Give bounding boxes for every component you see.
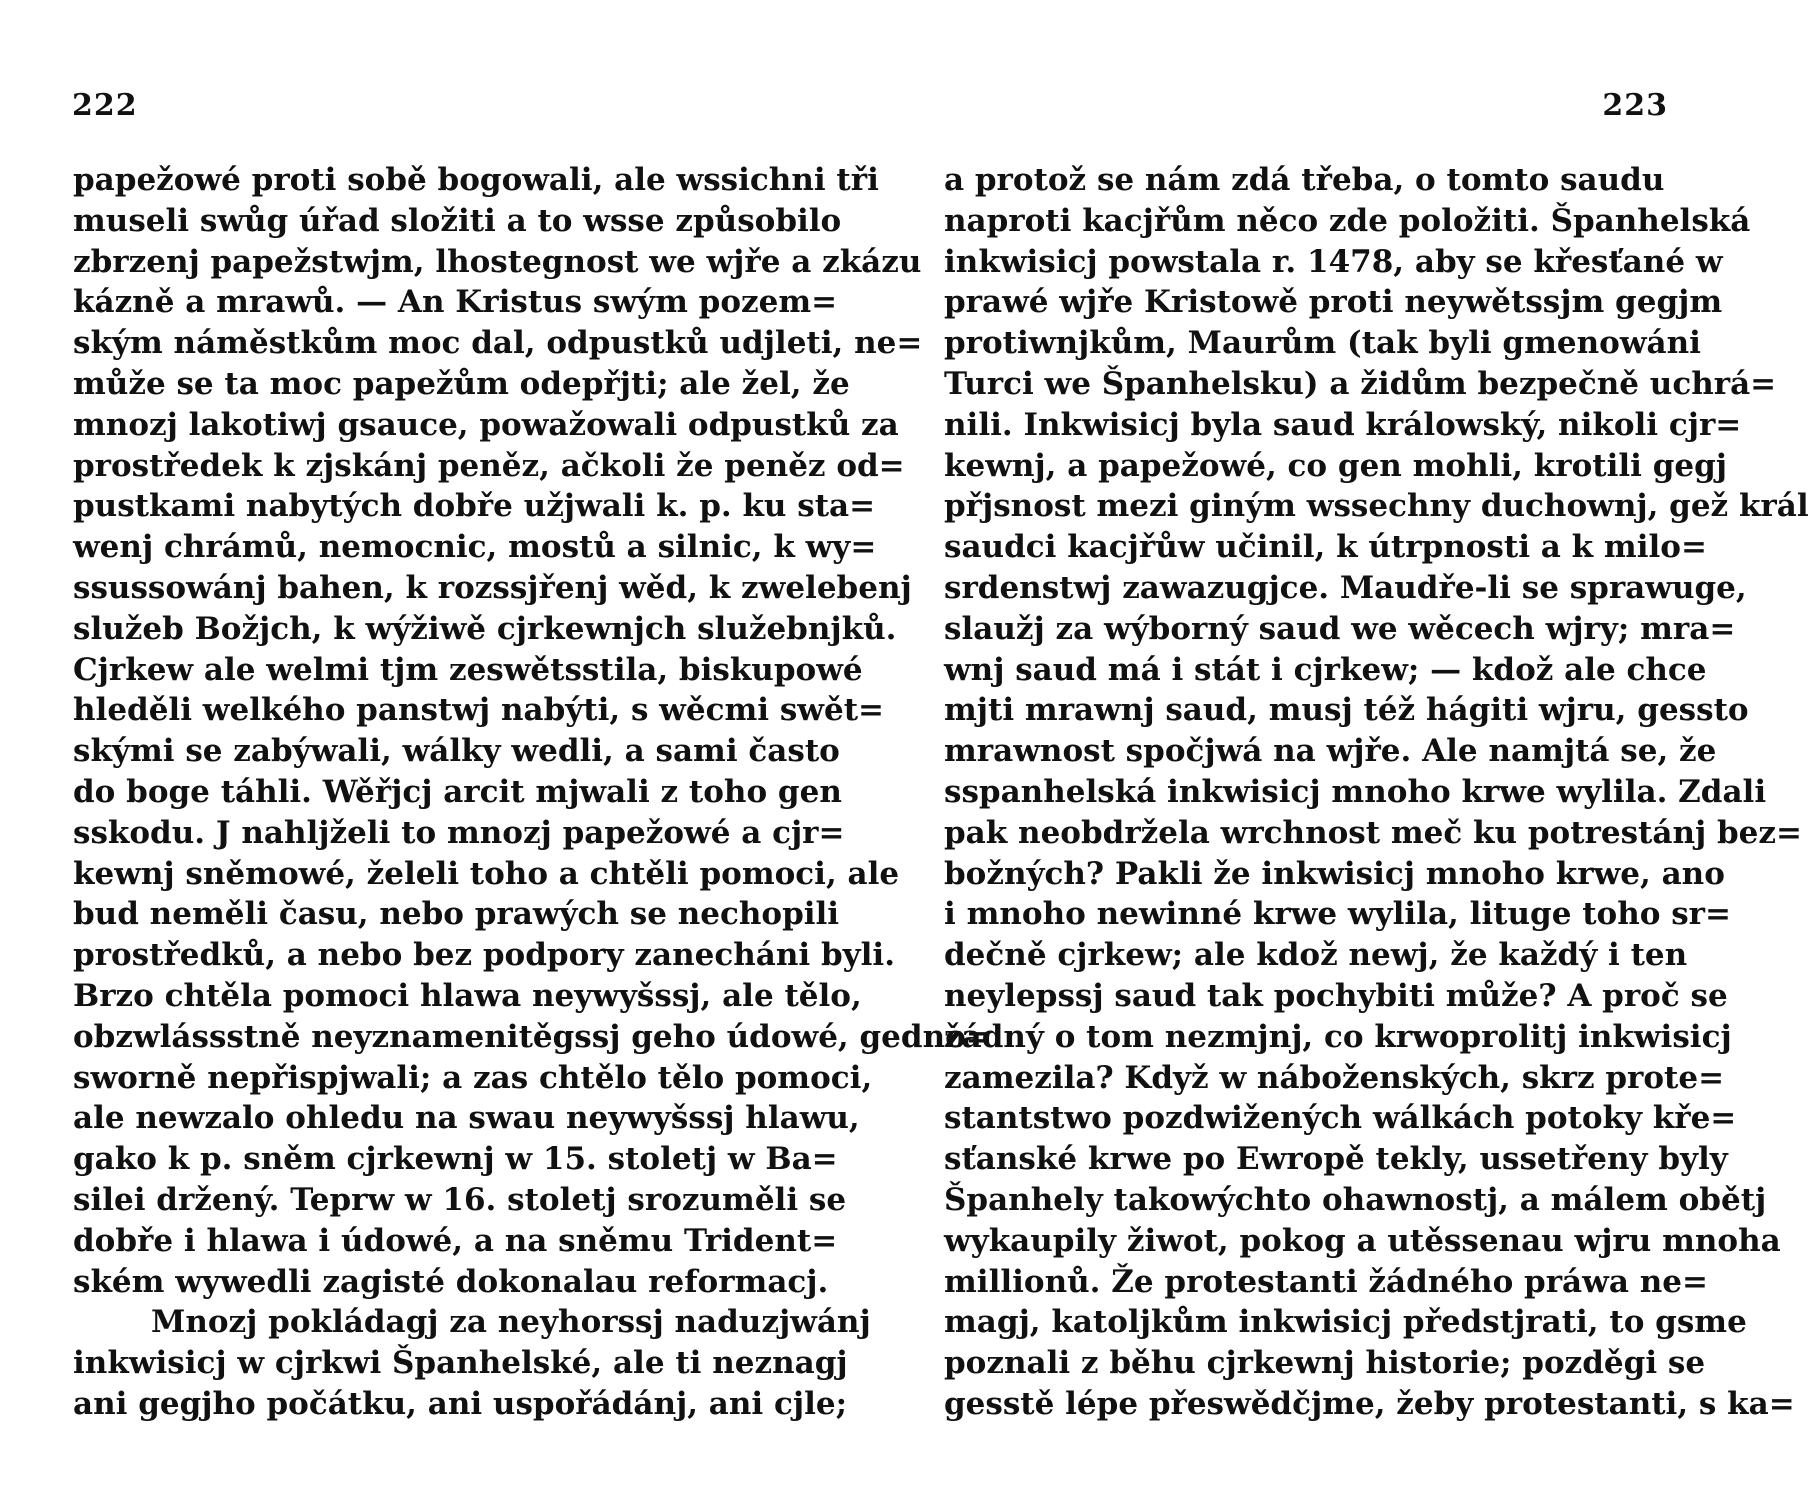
text-line: kázně a mrawů. — An Kristus swým pozem= [73, 284, 838, 321]
text-line: žádný o tom nezmjnj, co krwoprolitj inkwisicj [944, 1018, 1732, 1055]
text-line: wnj saud má i stát i cjrkew; — kdož ale chce [944, 651, 1707, 688]
text-line: služeb Božjch, k wýžiwě cjrkewnjch služebnjků. [73, 610, 897, 647]
text-line: mnozj lakotiwj gsauce, powažowali odpustků za [73, 406, 899, 443]
text-line: kewnj, a papežowé, co gen mohli, krotili gegj [944, 447, 1727, 484]
text-line: sťanské krwe po Ewropě tekly, ussetřeny byly [944, 1141, 1728, 1178]
text-line: sworně nepřispjwali; a zas chtělo tělo pomoci, [73, 1059, 873, 1096]
text-line: gako k p. sněm cjrkewnj w 15. stoletj w Ba= [73, 1141, 838, 1178]
text-line: božných? Pakli že inkwisicj mnoho krwe, ano [944, 855, 1725, 892]
text-line: Cjrkew ale welmi tjm zeswětsstila, biskupowé [73, 651, 863, 688]
text-line: bud neměli času, nebo prawých se nechopili [73, 896, 840, 933]
text-line: Brzo chtěla pomoci hlawa neywyšssj, ale tělo, [73, 977, 862, 1014]
text-line: prostředků, a nebo bez podpory zanecháni byli. [73, 937, 895, 974]
text-line: ském wywedli zagisté dokonalau reformacj. [73, 1263, 829, 1300]
text-line: kewnj sněmowé, želeli toho a chtěli pomoci, ale [73, 855, 900, 892]
text-line: přjsnost mezi giným wssechny duchownj, gež král [944, 488, 1809, 525]
text-line: ale newzalo ohledu na swau neywyšssj hlawu, [73, 1100, 860, 1137]
text-line: inkwisicj w cjrkwi Španhelské, ale ti neznagj [73, 1345, 848, 1382]
page-number-left: 222 [72, 88, 138, 123]
text-line: gesstě lépe přeswědčjme, žeby protestanti, s ka= [944, 1385, 1795, 1422]
text-line: dečně cjrkew; ale kdož newj, že každý i ten [944, 937, 1688, 974]
right-page-text [944, 160, 1809, 1425]
text-line: wykaupily žiwot, pokog a utěssenau wjru mnoha [944, 1222, 1781, 1259]
text-line: wenj chrámů, nemocnic, mostů a silnic, k wy= [73, 529, 877, 566]
text-line: protiwnjkům, Maurům (tak byli gmenowáni [944, 325, 1701, 362]
text-line: magj, katoljkům inkwisicj předstjrati, to gsme [944, 1304, 1747, 1341]
text-line: inkwisicj powstala r. 1478, aby se křesťané w [944, 243, 1723, 280]
text-line: millionů. Že protestanti žádného práwa ne= [944, 1263, 1708, 1300]
text-line: zamezila? Když w náboženských, skrz prote= [944, 1059, 1725, 1096]
text-line: silei držený. Teprw w 16. stoletj srozuměli se [73, 1181, 847, 1218]
left-page-text [73, 160, 992, 1425]
text-line: do boge táhli. Wěřjcj arcit mjwali z toho gen [73, 773, 842, 810]
text-line: ani gegjho počátku, ani uspořádánj, ani cjle; [73, 1385, 848, 1422]
text-line: skými se zabýwali, wálky wedli, a sami často [73, 733, 840, 770]
text-line: sskodu. J nahljželi to mnozj papežowé a cjr= [73, 814, 845, 851]
text-line: papežowé proti sobě bogowali, ale wssichni tři [73, 162, 879, 198]
text-line: nili. Inkwisicj byla saud králowský, nikoli cjr= [944, 406, 1742, 443]
text-line: a protož se nám zdá třeba, o tomto saudu [944, 162, 1665, 198]
text-line: obzwlássstně neyznamenitěgssj geho údowé, gedno= [73, 1018, 992, 1055]
text-line: Mnozj pokládagj za neyhorssj naduzjwánj [151, 1304, 871, 1341]
text-line: mrawnost spočjwá na wjře. Ale namjtá se, že [944, 733, 1717, 770]
text-line: může se ta moc papežům odepřjti; ale žel, že [73, 365, 850, 402]
text-line: dobře i hlawa i údowé, a na sněmu Trident= [73, 1222, 838, 1259]
text-line: prawé wjře Kristowě proti neywětssjm gegjm [944, 284, 1723, 321]
right-page [868, 0, 1809, 1500]
text-line: prostředek k zjskánj peněz, ačkoli že peněz od= [73, 447, 905, 484]
text-line: Španhely takowýchto ohawnostj, a málem obětj [944, 1181, 1767, 1218]
text-line: poznali z běhu cjrkewnj historie; pozděgi se [944, 1345, 1706, 1382]
text-line: saudci kacjřůw učinil, k útrpnosti a k milo= [944, 529, 1707, 566]
text-line: hleděli welkého panstwj nabýti, s wěcmi swět= [73, 692, 884, 729]
text-line: sspanhelská inkwisicj mnoho krwe wylila. Zdali [944, 773, 1767, 810]
text-line: Turci we Španhelsku) a židům bezpečně uchrá= [944, 365, 1777, 402]
text-line: pustkami nabytých dobře užjwali k. p. ku sta= [73, 488, 876, 525]
text-line: ssussowánj bahen, k rozssjřenj wěd, k zwelebenj [73, 569, 912, 606]
text-line: srdenstwj zawazugjce. Maudře-li se sprawuge, [944, 569, 1747, 606]
text-line: pak neobdržela wrchnost meč ku potrestánj bez= [944, 814, 1802, 851]
text-line: slaužj za wýborný saud we wěcech wjry; mra= [944, 610, 1736, 647]
text-line: mjti mrawnj saud, musj též hágiti wjru, gessto [944, 692, 1749, 729]
text-line: zbrzenj papežstwjm, lhostegnost we wjře a zkázu [73, 243, 922, 280]
text-line: neylepssj saud tak pochybiti může? A proč se [944, 977, 1728, 1014]
text-line: stantstwo pozdwižených wálkách potoky kře= [944, 1100, 1737, 1137]
text-line: ským náměstkům moc dal, odpustků udjleti, ne= [73, 325, 923, 362]
text-line: museli swůg úřad složiti a to wsse způsobilo [73, 202, 842, 239]
page-number-right: 223 [1602, 88, 1668, 123]
text-line: naproti kacjřům něco zde položiti. Španhelská [944, 202, 1751, 239]
text-line: i mnoho newinné krwe wylila, lituge toho sr= [944, 896, 1731, 933]
